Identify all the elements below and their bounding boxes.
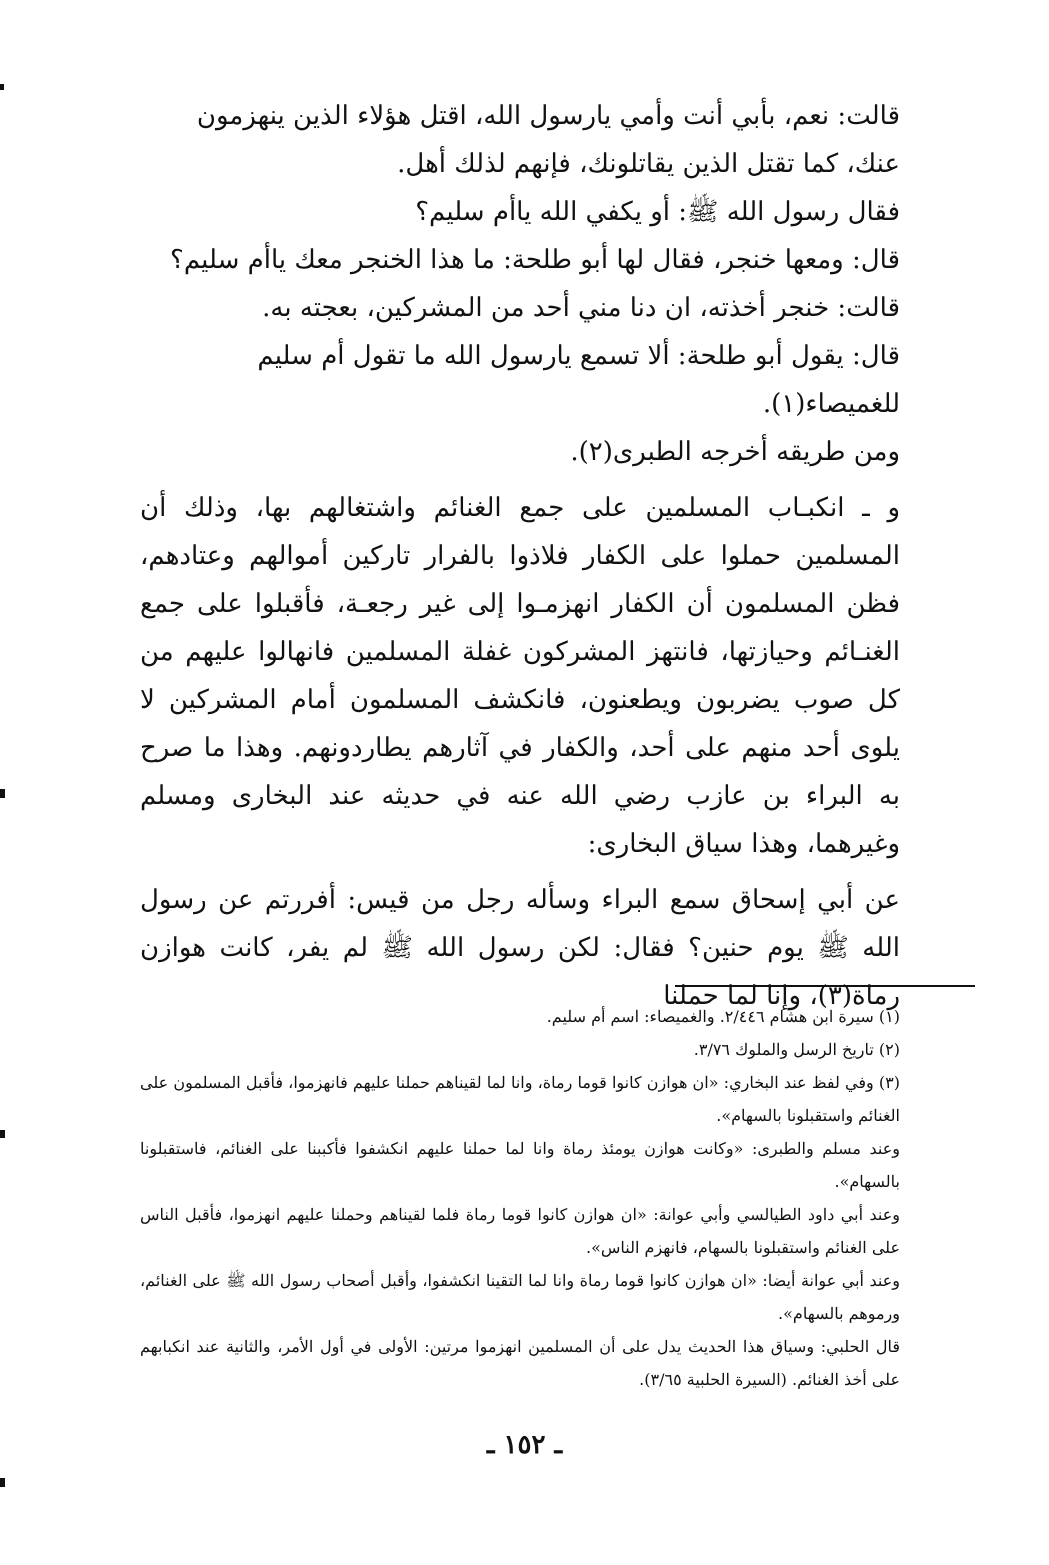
quote-line-2: فقال رسول الله ﷺ: أو يكفي الله ياأم سليم؟ — [415, 197, 900, 227]
footnotes — [140, 1000, 900, 1396]
footnote-3-halabi: قال الحلبي: وسياق هذا الحديث يدل على أن المسلمين انهزموا مرتين: الأولى في أول الأمر، والثانية عند انكبابهم على أخذ الغنائم. (السيرة الحلبية ٣/٦٥). — [140, 1337, 901, 1389]
footnote-1: (١) سيرة ابن هشام ٢/٤٤٦. والغميصاء: اسم أم سليم. — [546, 1007, 900, 1026]
footnote-3-abu-awana: وعند أبي عوانة أيضا: «ان هوازن كانوا قوما رماة وانا لما التقينا انكشفوا، وأقبل أصحاب رسول الله ﷺ على الغنائم، ورموهم بالسهام». — [140, 1271, 901, 1323]
quote-line-3: قال: ومعها خنجر، فقال لها أبو طلحة: ما هذا الخنجر معك ياأم سليم؟ — [170, 245, 900, 275]
quote-line-4: قالت: خنجر أخذته، ان دنا مني أحد من المشركين، بعجته به. — [262, 293, 900, 323]
page-number: ـ ١٥٢ ـ — [486, 1430, 563, 1460]
footnote-2: (٢) تاريخ الرسل والملوك ٣/٧٦. — [693, 1040, 900, 1059]
scan-mark-left-3 — [0, 1130, 5, 1138]
paragraph-abu-ishaq: عن أبي إسحاق سمع البراء وسأله رجل من قيس: أفررتم عن رسول الله ﷺ يوم حنين؟ فقال: لكن رسول الله ﷺ لم يفر، كانت هوازن رماة(٣)، وإنا لما حملنا — [140, 885, 900, 1011]
footnote-separator — [675, 985, 975, 987]
footnote-3: (٣) وفي لفظ عند البخاري: «ان هوازن كانوا قوما رماة، وانا لما لقيناهم حملنا عليهم فانهزموا، فأقبل المسلمون على الغنائم واستقبلونا بالسهام». — [140, 1073, 900, 1125]
quote-line-5: قال: يقول أبو طلحة: ألا تسمع يارسول الله ما تقول أم سليم للغميصاء(١). — [257, 341, 900, 419]
hadith-quote-block — [140, 92, 900, 476]
scan-mark-left-4 — [0, 1478, 5, 1487]
paragraph-inkibab: و ـ انكبـاب المسلمين على جمع الغنائم واشتغالهم بها، وذلك أن المسلمين حملوا على الكفار فلاذوا بالفرار تاركين أموالهم وعتادهم، فظن المسلمون أن الكفار انهزمـوا إلى غير رجعـة، فأقبلوا على جمع الغنـائم وحيازتها، فانتهز المشركون غفلة المسلمين فانهالوا عليهم من كل صوب يضربون ويطعنون، فانكشف المسلمون أمام المشركين لا يلوى أحد منهم على أحد، والكفار في آثارهم يطاردونهم. وهذا ما صرح به البراء بن عازب رضي الله عنه في حديثه عند البخارى ومسلم وغيرهما، وهذا سياق البخارى: — [140, 493, 900, 859]
footnote-3-muslim: وعند مسلم والطبرى: «وكانت هوازن يومئذ رماة وانا لما حملنا عليهم انكشفوا فأكببنا على الغنائم، فاستقبلونا بالسهام». — [140, 1139, 900, 1191]
quote-line-1: قالت: نعم، بأبي أنت وأمي يارسول الله، اقتل هؤلاء الذين ينهزمون عنك، كما تقتل الذين يقاتلونك، فإنهم لذلك أهل. — [196, 101, 900, 179]
scan-mark-left-1 — [0, 84, 4, 90]
footnote-3-tayalisi: وعند أبي داود الطيالسي وأبي عوانة: «ان هوازن كانوا قوما رماة فلما لقيناهم وحملنا عليهم انهزموا، فأقبل الناس على الغنائم واستقبلونا بالسهام، فانهزم الناس». — [140, 1205, 900, 1257]
quote-line-6: ومن طريقه أخرجه الطبرى(٢). — [570, 437, 900, 467]
scan-mark-left-2 — [0, 789, 5, 798]
main-text — [140, 92, 900, 1020]
